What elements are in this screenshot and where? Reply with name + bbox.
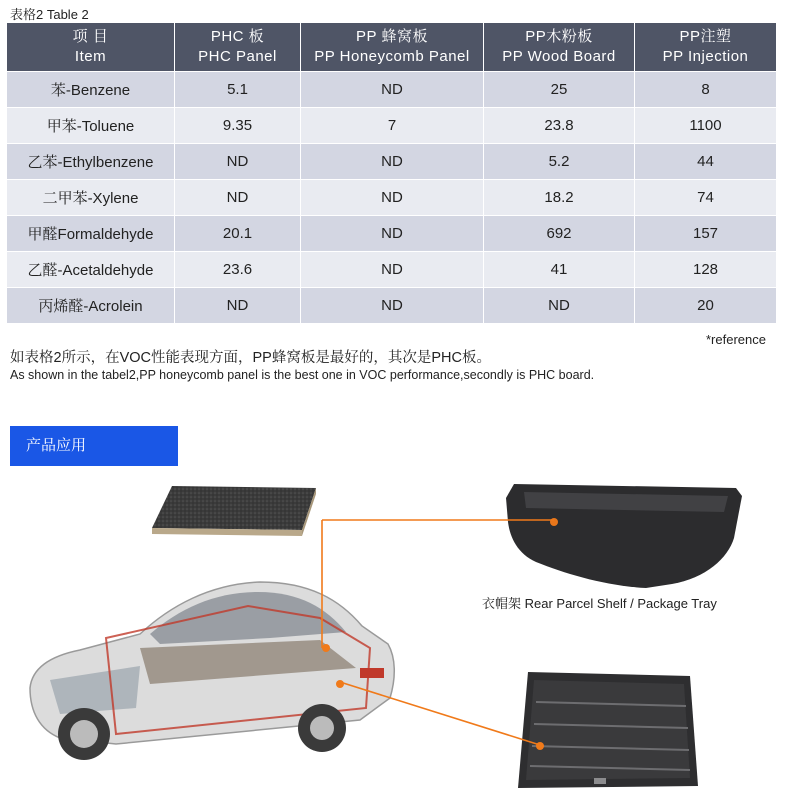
car-cutaway-image [20,548,400,768]
row-item-label: 乙醛-Acetaldehyde [7,252,175,288]
table-cell: 25 [484,72,635,108]
table-cell: 23.8 [484,108,635,144]
table-cell: ND [301,216,484,252]
row-item-label: 乙苯-Ethylbenzene [7,144,175,180]
table-cell: 5.2 [484,144,635,180]
table-header-row [7,23,777,72]
table-cell: ND [175,288,301,324]
table-cell: 5.1 [175,72,301,108]
package-tray-image [514,666,700,794]
table-cell: ND [301,144,484,180]
table-cell: 41 [484,252,635,288]
table-row [7,108,777,144]
parcel-shelf-label: 衣帽架 Rear Parcel Shelf / Package Tray [482,596,717,611]
table-cell: 23.6 [175,252,301,288]
row-item-label: 二甲苯-Xylene [7,180,175,216]
table-cell: 157 [635,216,777,252]
header-pp-injection: PP注塑 PP Injection [635,23,777,72]
header-phc-panel: PHC 板 PHC Panel [175,23,301,72]
header-item: 项 目 Item [7,23,175,72]
table-cell: 128 [635,252,777,288]
table-cell: 18.2 [484,180,635,216]
table-cell: ND [301,72,484,108]
table-row [7,72,777,108]
row-item-label: 苯-Benzene [7,72,175,108]
table-cell: 20 [635,288,777,324]
table-caption: 表格2 Table 2 [10,7,89,22]
table-cell: ND [301,180,484,216]
row-item-label: 甲醛Formaldehyde [7,216,175,252]
table-row [7,288,777,324]
table-cell: ND [301,288,484,324]
table-cell: 692 [484,216,635,252]
table-cell: ND [301,252,484,288]
honeycomb-panel-image [146,484,322,542]
rear-parcel-shelf-image [496,478,746,590]
header-pp-wood-board: PP木粉板 PP Wood Board [484,23,635,72]
table-row [7,216,777,252]
section-title-product-application: 产品应用 [10,426,178,466]
row-item-label: 甲苯-Toluene [7,108,175,144]
table-cell: 74 [635,180,777,216]
table-cell: ND [175,144,301,180]
table-cell: ND [175,180,301,216]
table-cell: 8 [635,72,777,108]
table-cell: ND [484,288,635,324]
table-row [7,180,777,216]
summary-chinese: 如表格2所示，在VOC性能表现方面，PP蜂窝板是最好的，其次是PHC板。 [10,350,491,366]
table-cell: 1100 [635,108,777,144]
row-item-label: 丙烯醛-Acrolein [7,288,175,324]
table-row [7,252,777,288]
reference-note: *reference [706,332,766,347]
table-cell: 7 [301,108,484,144]
table-row [7,144,777,180]
table-cell: 44 [635,144,777,180]
table-cell: 20.1 [175,216,301,252]
header-pp-honeycomb-panel: PP 蜂窝板 PP Honeycomb Panel [301,23,484,72]
voc-comparison-table [6,22,777,324]
table-cell: 9.35 [175,108,301,144]
summary-english: As shown in the tabel2,PP honeycomb panel is the best one in VOC performance,secondly is PHC board. [10,368,595,382]
